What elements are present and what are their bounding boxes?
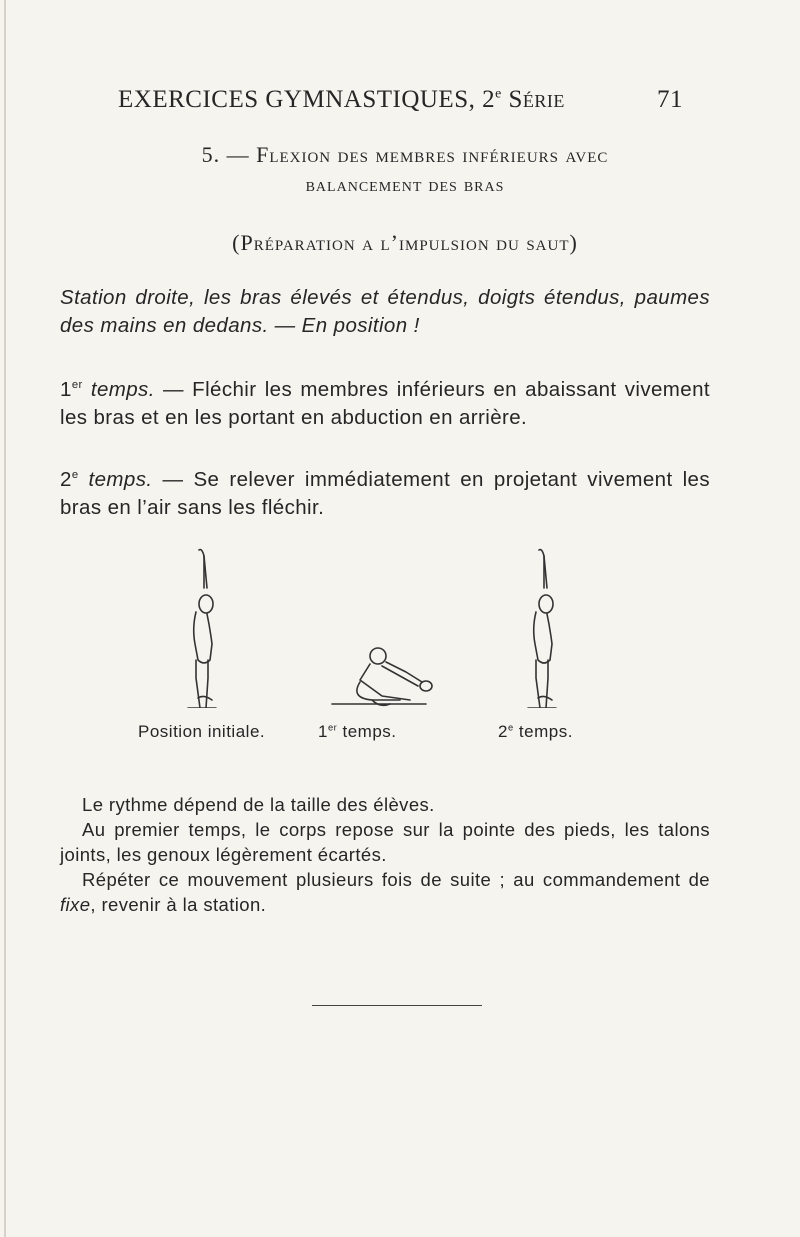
page-number: 71 [657,86,683,113]
note-first-step: Au premier temps, le corps repose sur la pointe des pieds, les talons joints, les genoux légèrement écartés. [60,819,710,865]
second-step-paragraph: 2e temps. — Se relever immédiatement en projetant vivement les bras en l’air sans les fléchir. [60,468,710,519]
section-title-line1: 5. — Flexion des membres inférieurs avec [201,142,609,167]
section-title-line2: balancement des bras [305,174,505,196]
section-divider [312,1005,482,1006]
first-step-paragraph: 1er temps. — Fléchir les membres inférieurs en abaissant vivement les bras et en les portant en abduction en arrière. [60,378,710,429]
figure-first-step [332,648,432,705]
starting-position-paragraph: Station droite, les bras élevés et étendus, doigts étendus, paumes des mains en dedans. — En position ! [60,286,710,337]
running-head [118,86,683,114]
notes [60,792,710,917]
figure-second-step [528,550,556,708]
caption-first-step: 1er temps. [318,722,397,741]
note-rhythm: Le rythme dépend de la taille des élèves. [82,794,435,815]
section-title [100,140,710,200]
exercise-illustration [160,548,630,708]
caption-second-step: 2e temps. [498,722,573,741]
caption-initial-position: Position initiale. [138,722,266,741]
page-edge [4,0,6,1237]
section-subtitle: (Préparation a l’impulsion du saut) [232,230,578,255]
note-repeat: Répéter ce mouvement plusieurs fois de suite ; au commandement de fixe, revenir à la station. [60,869,710,915]
running-head-title: EXERCICES GYMNASTIQUES, 2e Série [118,85,565,113]
figure-initial-position [188,550,216,708]
